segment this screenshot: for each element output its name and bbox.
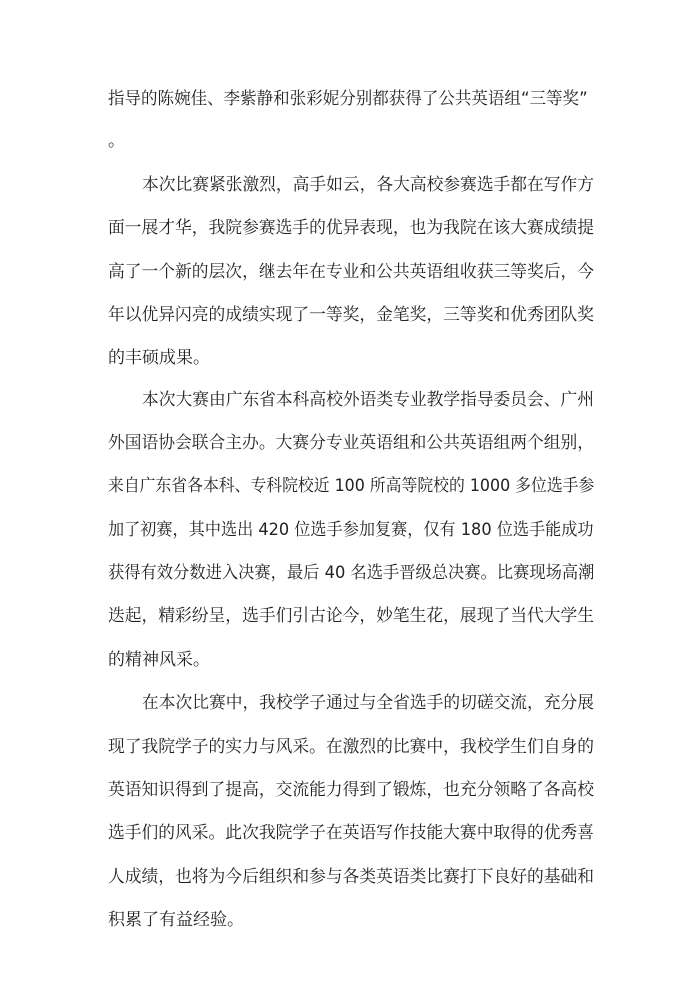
text-line: 高了一个新的层次，继去年在专业和公共英语组收获三等奖后，今 — [108, 262, 594, 282]
text-line: 现了我院学子的实力与风采。在激烈的比赛中，我校学生们自身的 — [108, 737, 594, 757]
text-line: 外国语协会联合主办。大赛分专业英语组和公共英语组两个组别， — [108, 433, 594, 453]
text-line: 积累了有益经验。 — [108, 910, 244, 930]
text-line: 加了初赛，其中选出 420 位选手参加复赛，仅有 180 位选手能成功 — [108, 520, 594, 540]
text-line: 选手们的风采。此次我院学子在英语写作技能大赛中取得的优秀喜 — [108, 823, 594, 843]
text-line: 的精神风采。 — [108, 650, 210, 670]
text-line: 本次大赛由广东省本科高校外语类专业教学指导委员会、广州 — [142, 390, 594, 410]
text-line: 迭起，精彩纷呈，选手们引古论今，妙笔生花，展现了当代大学生 — [108, 606, 594, 626]
text-line: 来自广东省各本科、专科院校近 100 所高等院校的 1000 多位选手参 — [108, 476, 595, 496]
text-line: 年以优异闪亮的成绩实现了一等奖，金笔奖，三等奖和优秀团队奖 — [108, 305, 594, 325]
text-line: 的丰硕成果。 — [108, 348, 210, 368]
text-line: 指导的陈婉佳、李紫静和张彩妮分别都获得了公共英语组“三等奖” — [108, 89, 588, 109]
text-line: 。 — [108, 131, 125, 151]
text-line: 在本次比赛中，我校学子通过与全省选手的切磋交流，充分展 — [142, 693, 594, 713]
text-line: 本次比赛紧张激烈，高手如云，各大高校参赛选手都在写作方 — [142, 175, 594, 195]
text-line: 获得有效分数进入决赛，最后 40 名选手晋级总决赛。比赛现场高潮 — [108, 563, 595, 583]
text-line: 人成绩，也将为今后组织和参与各类英语类比赛打下良好的基础和 — [108, 867, 594, 887]
text-line: 英语知识得到了提高，交流能力得到了锻炼，也充分领略了各高校 — [108, 780, 594, 800]
text-line: 面一展才华，我院参赛选手的优异表现，也为我院在该大赛成绩提 — [108, 218, 594, 238]
